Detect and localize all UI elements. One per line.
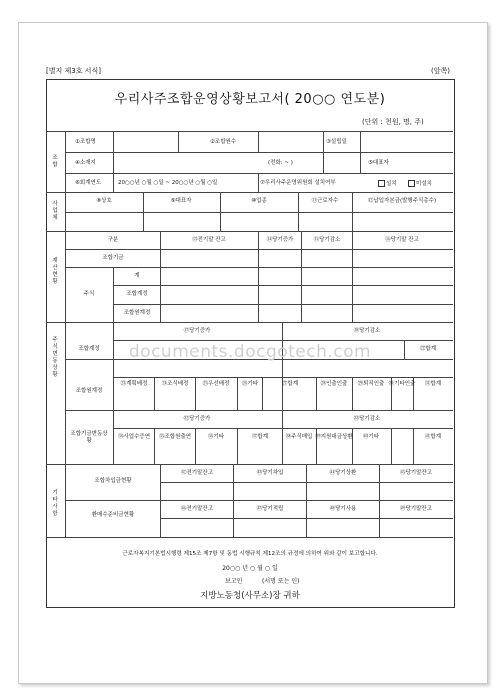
rule bbox=[301, 231, 302, 322]
loan-col: ㊷전기말잔고 bbox=[180, 470, 214, 476]
rule bbox=[220, 192, 221, 231]
cell-fund-inc-item: ㉞사업수증연 bbox=[117, 434, 151, 440]
watermark: documents.docgotech.com bbox=[128, 342, 372, 362]
cell-fund-dec-item: ㊳주식매입 bbox=[285, 434, 313, 440]
col-header-prev-balance: ⑬전기말 잔고 bbox=[192, 237, 226, 243]
section-label-union: 조합 bbox=[52, 155, 58, 168]
rule bbox=[46, 131, 453, 132]
rule bbox=[154, 428, 155, 464]
form-title: 우리사주조합운영상황보고서( 20○○ 연도분) bbox=[114, 92, 386, 107]
rule bbox=[65, 249, 453, 250]
cell-inc-item: ㉔조식배정 bbox=[161, 381, 189, 387]
declaration-statement: 근로자복지기본법시행령 제15조 제7항 및 동법 시행규칙 제12조의 규정에 의하여 위와 같이 보고합니다. bbox=[122, 551, 378, 557]
rule bbox=[352, 192, 353, 231]
row-label-stock: 주식 bbox=[83, 291, 95, 297]
option-installed[interactable]: 설치 bbox=[378, 180, 397, 188]
rule bbox=[178, 131, 179, 152]
form-number: [별지 제3호 서식] bbox=[46, 67, 101, 75]
cell-dec-item: ㉙퇴직인출 bbox=[357, 381, 385, 387]
rule bbox=[113, 285, 453, 286]
reserve-col: ㊾당기말잔고 bbox=[399, 506, 433, 512]
row-label-reserve: 환매수준비금현황 bbox=[91, 512, 135, 518]
loan-col: ㊺당기말잔고 bbox=[399, 470, 433, 476]
row-label-member-account: 조합원계정 bbox=[123, 310, 151, 316]
field-label-business-name: ⑧상호 bbox=[96, 198, 112, 204]
cell-fund-inc-item: ㊱기타 bbox=[207, 434, 225, 440]
rule bbox=[316, 377, 317, 410]
cell-inc-item: ㉕우선배정 bbox=[202, 381, 230, 387]
col-header-category: 구분 bbox=[107, 237, 119, 243]
rule bbox=[113, 377, 453, 378]
phone-note: (전화: ~ ) bbox=[268, 160, 293, 166]
rule bbox=[46, 537, 453, 538]
reserve-col: ㊻전기말잔고 bbox=[180, 506, 214, 512]
rule bbox=[113, 267, 114, 322]
rule bbox=[258, 173, 259, 192]
field-label-industry: ⑩업종 bbox=[251, 198, 267, 204]
section-label-assets: 재산현황 bbox=[52, 258, 58, 285]
rule bbox=[262, 377, 263, 410]
field-label-members: ②조합원수 bbox=[210, 139, 237, 145]
rule bbox=[113, 428, 453, 429]
option-not-installed[interactable]: 미설치 bbox=[408, 180, 432, 188]
addressee: 지방노동청(사무소)장 귀하 bbox=[200, 591, 300, 601]
field-label-workers: ⑪근로자수 bbox=[311, 198, 339, 204]
rule bbox=[46, 464, 453, 465]
unit-note: (단위 : 천원, 명, 주) bbox=[362, 118, 424, 126]
stock-decrease-header: ⑱당기감소 bbox=[353, 328, 381, 334]
row-label-stock-union: 조합계정 bbox=[78, 346, 100, 352]
rule bbox=[65, 410, 453, 411]
rule bbox=[46, 322, 453, 323]
field-label-representative: ⑤대표자 bbox=[368, 160, 389, 166]
section-label-business: 사업체 bbox=[52, 201, 58, 221]
cell-dec-item: ㉚기타인출 bbox=[388, 381, 416, 387]
signature-note: (서명 또는 인) bbox=[262, 578, 300, 585]
rule bbox=[46, 231, 453, 232]
field-label-capital: ⑫납입자본금(발행주식총수) bbox=[367, 198, 437, 204]
field-label-committee: ⑦우리사주운영위원회 설치여부 bbox=[260, 180, 336, 186]
rule bbox=[379, 464, 380, 537]
section-label-other: 기타사항 bbox=[52, 490, 58, 517]
cell-fund-dec-item: ㊴지원대금상환 bbox=[315, 434, 353, 440]
rule bbox=[391, 428, 392, 464]
rule bbox=[113, 340, 453, 341]
rule bbox=[65, 267, 453, 268]
rule bbox=[160, 231, 161, 322]
field-label-fiscal-year: ⑥회계연도 bbox=[75, 180, 102, 186]
rule bbox=[352, 231, 353, 322]
cell-dec-item: ㉘인출인출 bbox=[320, 381, 348, 387]
row-label-loans: 조합차입금현황 bbox=[94, 478, 132, 484]
rule bbox=[160, 464, 161, 537]
fund-increase-header: ㉜당기증가 bbox=[183, 416, 211, 422]
loan-col: ㊹당기상환 bbox=[329, 470, 357, 476]
reserve-col: ㊼당기적립 bbox=[256, 506, 284, 512]
rule bbox=[143, 192, 144, 231]
cell-fund-dec-item: ㊶합계 bbox=[424, 434, 442, 440]
checkbox-installed[interactable] bbox=[378, 180, 385, 187]
fiscal-period: 20○○년 ○월 ○일 ~ 20○○년 ○월 ○일 bbox=[118, 180, 218, 186]
rule bbox=[258, 231, 259, 322]
cell-dec-item: ㉛합계 bbox=[424, 381, 442, 387]
cell-total: ㉒합계 bbox=[419, 346, 437, 352]
field-label-business-rep: ⑨대표자 bbox=[170, 198, 192, 204]
col-header-increase: ⑭당기증가 bbox=[266, 237, 294, 243]
rule bbox=[360, 131, 361, 152]
rule bbox=[65, 131, 66, 537]
row-label-total: 계 bbox=[134, 273, 140, 279]
rule bbox=[195, 428, 196, 464]
rule bbox=[237, 377, 238, 410]
cell-fund-inc-item: ㉟조합원출연 bbox=[158, 434, 192, 440]
field-label-address: ④소재지 bbox=[75, 160, 96, 166]
page-side: (앞쪽) bbox=[431, 67, 450, 75]
rule bbox=[323, 152, 324, 173]
row-label-union-account: 조합계정 bbox=[126, 291, 148, 297]
rule bbox=[65, 152, 453, 153]
rule bbox=[195, 377, 196, 410]
section-label-stock-changes: 주식변동상황 bbox=[52, 337, 58, 378]
rule bbox=[352, 377, 353, 410]
rule bbox=[113, 131, 114, 192]
rule bbox=[258, 131, 259, 152]
rule bbox=[154, 377, 155, 410]
rule bbox=[113, 304, 453, 305]
rule bbox=[65, 212, 453, 213]
col-header-decrease: ⑮당기감소 bbox=[313, 237, 341, 243]
field-label-union-name: ①조합명 bbox=[75, 139, 96, 145]
fund-decrease-header: ㉝당기감소 bbox=[353, 416, 381, 422]
cell-fund-dec-item: ㊵기타 bbox=[362, 434, 380, 440]
rule bbox=[413, 428, 414, 464]
cell-inc-item: ㉓계획배정 bbox=[120, 381, 148, 387]
cell-inc-item: ㉖기타 bbox=[241, 381, 259, 387]
reporter-label: 보고인 bbox=[225, 578, 243, 585]
loan-col: ㊸당기차입 bbox=[256, 470, 284, 476]
cell-inc-item: ㉗합계 bbox=[281, 381, 299, 387]
checkbox-not-installed[interactable] bbox=[408, 180, 415, 187]
report-date: 20○○ 년 ○ 월 ○ 일 bbox=[222, 565, 278, 572]
rule bbox=[46, 192, 453, 193]
field-label-established: ③설립일 bbox=[326, 139, 347, 145]
rule bbox=[65, 500, 453, 501]
rule bbox=[360, 152, 361, 173]
reserve-col: ㊽당기사용 bbox=[329, 506, 357, 512]
row-label-fund-changes: 조합기금변동상황 bbox=[70, 431, 108, 444]
rule bbox=[65, 173, 453, 174]
row-label-stock-member: 조합원계정 bbox=[75, 388, 103, 394]
rule bbox=[233, 464, 234, 537]
stock-increase-header: ⑰당기증가 bbox=[183, 328, 211, 334]
rule bbox=[237, 428, 238, 464]
rule bbox=[306, 464, 307, 537]
col-header-end-balance: ⑯당기말 잔고 bbox=[385, 237, 419, 243]
row-label-fund: 조합기금 bbox=[102, 255, 124, 261]
cell-fund-inc-item: ㊲합계 bbox=[251, 434, 269, 440]
rule bbox=[298, 192, 299, 231]
rule bbox=[323, 131, 324, 152]
